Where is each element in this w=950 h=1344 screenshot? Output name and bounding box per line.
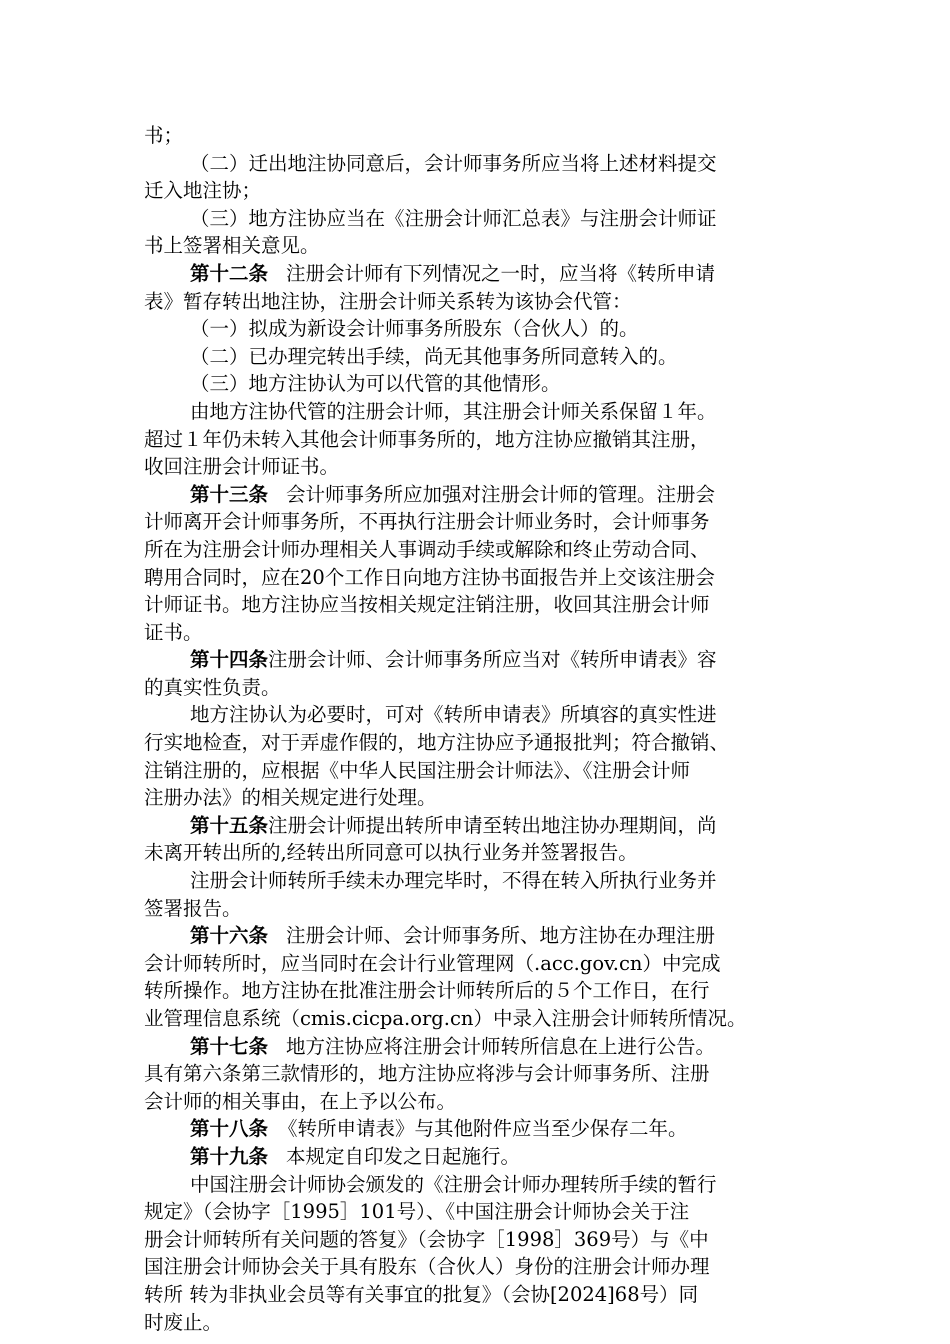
article-text: 地方注协应将注册会计师转所信息在上进行公告。: [286, 1034, 716, 1058]
text-line: 注册会计师转所手续未办理完毕时，不得在转入所执行业务并: [190, 869, 717, 893]
text-line: 规定》（会协字［1995］101号）、《中国注册会计师协会关于注: [144, 1200, 690, 1224]
article-15-heading-line: [144, 812, 814, 840]
article-number: 第十二条: [190, 261, 269, 285]
article-number: 第十三条: [190, 482, 269, 506]
text-line: （三）地方注协认为可以代管的其他情形。: [190, 372, 561, 396]
text-line: （二）已办理完转出手续，尚无其他事务所同意转入的。: [190, 344, 678, 368]
text-line: 册会计师转所有关问题的答复》（会协字［1998］369号）与《中: [144, 1227, 709, 1251]
text-line: 书上签署相关意见。: [144, 234, 320, 258]
article-14-heading-line: [144, 646, 814, 674]
text-line: 计师证书。地方注协应当按相关规定注销注册，收回其注册会计师: [144, 593, 710, 617]
text-line: 业管理信息系统（cmis.cicpa.org.cn）中录入注册会计师转所情况。: [144, 1007, 747, 1030]
article-16-heading-line: [144, 922, 814, 950]
text-line: 会计师的相关事由，在上予以公布。: [144, 1089, 457, 1113]
text-line: 证书。: [144, 620, 203, 644]
article-number: 第十四条: [190, 648, 269, 672]
article-number: 第十五条: [190, 813, 269, 837]
text-line: 国注册会计师协会关于具有股东（合伙人）身份的注册会计师办理: [144, 1255, 710, 1279]
regulation-text: [144, 122, 814, 1336]
text-line: 签署报告。: [144, 896, 242, 920]
article-text: 注册会计师、会计师事务所应当对《转所申请表》容: [268, 648, 717, 672]
text-line: 行实地检查，对于弄虚作假的，地方注协应予通报批判；符合撤销、: [144, 731, 730, 755]
article-13-heading-line: [144, 481, 814, 509]
article-text: 本规定自印发之日起施行。: [286, 1144, 521, 1168]
text-line: 计师离开会计师事务所，不再执行注册会计师业务时，会计师事务: [144, 510, 710, 534]
article-number: 第十六条: [190, 924, 269, 948]
text-line: 转所操作。地方注协在批准注册会计师转所后的５个工作日，在行: [144, 979, 710, 1003]
text-line: 迁入地注协；: [144, 179, 262, 203]
text-line: 的真实性负责。: [144, 675, 281, 699]
text-line: 表》暂存转出地注协，注册会计师关系转为该协会代管：: [144, 289, 632, 313]
article-number: 第十八条: [190, 1117, 269, 1141]
text-line: （三）地方注协应当在《注册会计师汇总表》与注册会计师证: [190, 206, 717, 230]
article-19-heading-line: [144, 1143, 814, 1171]
article-17-heading-line: [144, 1033, 814, 1061]
text-line: 转所 转为非执业会员等有关事宜的批复》（会协[2024]68号）同: [144, 1282, 699, 1306]
text-line: 超过１年仍未转入其他会计师事务所的，地方注协应撤销其注册，: [144, 427, 710, 451]
text-line: （二）迁出地注协同意后，会计师事务所应当将上述材料提交: [190, 151, 717, 175]
article-number: 第十七条: [190, 1034, 269, 1058]
text-line: 中国注册会计师协会颁发的《注册会计师办理转所手续的暂行: [190, 1172, 717, 1196]
article-text: 会计师事务所应加强对注册会计师的管理。注册会: [286, 482, 716, 506]
article-18-heading-line: [144, 1115, 814, 1143]
text-line: 时废止。: [144, 1310, 223, 1334]
article-text: 《转所申请表》与其他附件应当至少保存二年。: [278, 1117, 688, 1141]
text-line: 聘用合同时，应在20个工作日向地方注协书面报告并上交该注册会: [144, 565, 715, 589]
text-line: 会计师转所时，应当同时在会计行业管理网（.acc.gov.cn）中完成: [144, 951, 721, 975]
text-line: 地方注协认为必要时，可对《转所申请表》所填容的真实性进: [190, 703, 717, 727]
article-number: 第十九条: [190, 1144, 269, 1168]
text-line: 未离开转出所的,经转出所同意可以执行业务并签署报告。: [144, 841, 638, 865]
article-text: 注册会计师有下列情况之一时，应当将《转所申请: [286, 261, 716, 285]
text-line: 具有第六条第三款情形的，地方注协应将涉与会计师事务所、注册: [144, 1062, 710, 1086]
text-line: 由地方注协代管的注册会计师，其注册会计师关系保留１年。: [190, 399, 717, 423]
article-text: 注册会计师提出转所申请至转出地注协办理期间，尚: [268, 813, 717, 837]
text-line: （一）拟成为新设会计师事务所股东（合伙人）的。: [190, 317, 639, 341]
text-line: 书；: [144, 124, 184, 147]
text-line: 注册办法》的相关规定进行处理。: [144, 786, 437, 810]
text-line: 所在为注册会计师办理相关人事调动手续或解除和终止劳动合同、: [144, 537, 710, 561]
text-line: 注销注册的，应根据《中华人民国注册会计师法》、《注册会计师: [144, 758, 691, 782]
text-line: 收回注册会计师证书。: [144, 455, 340, 479]
article-12-heading-line: [144, 260, 814, 288]
article-text: 注册会计师、会计师事务所、地方注协在办理注册: [286, 924, 716, 948]
